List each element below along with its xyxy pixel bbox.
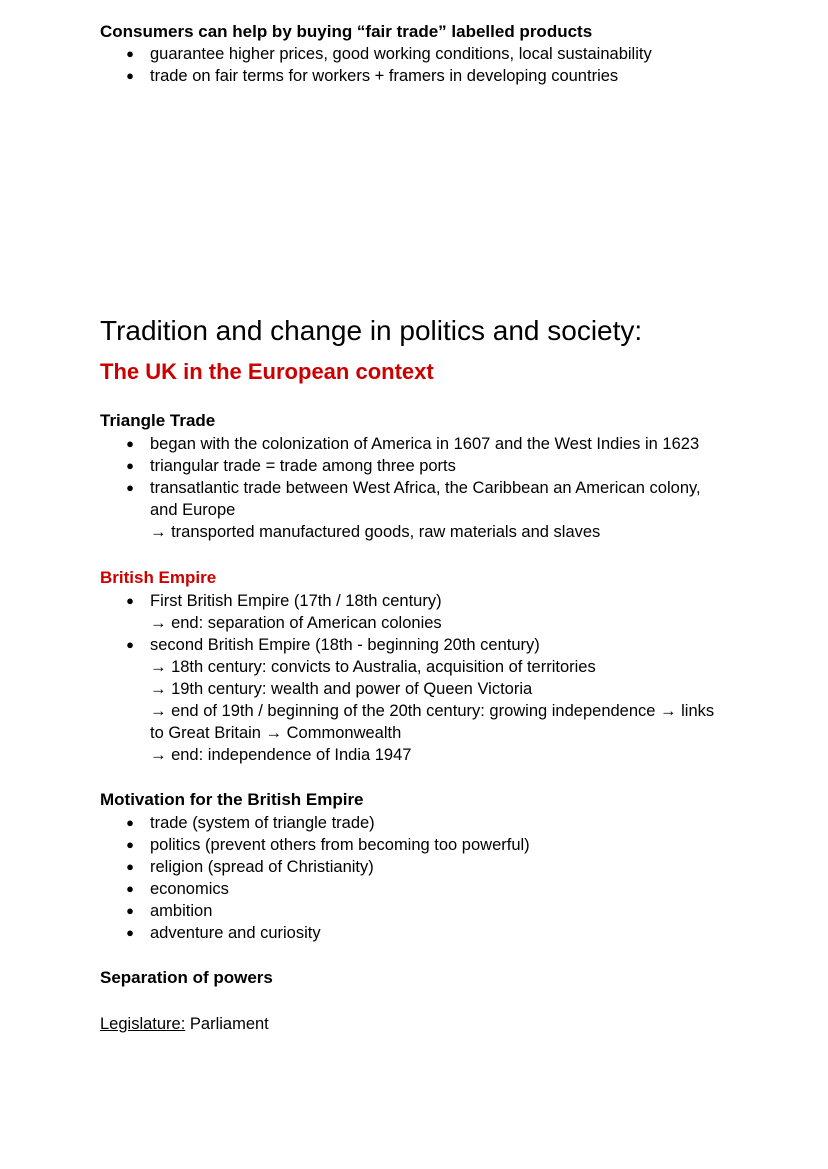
list-item: ● politics (prevent others from becoming too powerful): [124, 834, 734, 856]
list-item: ● adventure and curiosity: [124, 922, 734, 944]
triangle-trade-list: [124, 433, 734, 543]
bullet-icon: ●: [126, 859, 134, 874]
list-item: ● trade (system of triangle trade): [124, 812, 734, 834]
triangle-trade-heading: Triangle Trade: [100, 411, 216, 430]
british-empire-heading: British Empire: [100, 568, 217, 587]
motivation-list: [124, 812, 734, 944]
bullet-icon: ●: [126, 46, 134, 61]
list-item: ● guarantee higher prices, good working conditions, local sustainability: [124, 43, 734, 65]
list-item: ● triangular trade = trade among three ports: [124, 455, 734, 477]
bullet-icon: ●: [126, 458, 134, 473]
list-item: ● religion (spread of Christianity): [124, 856, 734, 878]
list-item: ● First British Empire (17th / 18th century) → end: separation of American colonies: [124, 590, 734, 634]
legislature-line: [100, 1013, 269, 1035]
legislature-value: Parliament: [185, 1015, 269, 1033]
bullet-icon: ●: [126, 925, 134, 940]
fair-trade-heading: Consumers can help by buying “fair trade” labelled products: [100, 22, 593, 41]
bullet-icon: ●: [126, 837, 134, 852]
fair-trade-list: [124, 43, 734, 87]
bullet-icon: ●: [126, 903, 134, 918]
bullet-icon: ●: [126, 68, 134, 83]
list-item: ● transatlantic trade between West Africa, the Caribbean an American colony, and Europe → transported manufactured goods, raw materials and slaves: [124, 477, 734, 543]
motivation-heading: Motivation for the British Empire: [100, 790, 364, 809]
bullet-icon: ●: [126, 480, 134, 495]
bullet-icon: ●: [126, 436, 134, 451]
bullet-icon: ●: [126, 593, 134, 608]
bullet-icon: ●: [126, 815, 134, 830]
list-item: ● ambition: [124, 900, 734, 922]
list-item: ● began with the colonization of America in 1607 and the West Indies in 1623: [124, 433, 734, 455]
list-item: ● economics: [124, 878, 734, 900]
british-empire-list: [124, 590, 734, 766]
bullet-icon: ●: [126, 881, 134, 896]
list-item: ● second British Empire (18th - beginning 20th century) → 18th century: convicts to Australia, acquisition of territories → 19th century: wealth and power of Queen Victoria → end of 19th / beginning of the 20th century: growing independence → links to Great Britain → Commonwealth → end: independence of India 1947: [124, 634, 734, 766]
legislature-label: Legislature:: [100, 1015, 186, 1033]
list-item: ● trade on fair terms for workers + framers in developing countries: [124, 65, 734, 87]
separation-heading: Separation of powers: [100, 968, 273, 987]
chapter-title: Tradition and change in politics and society:: [100, 315, 643, 346]
chapter-subtitle: The UK in the European context: [100, 359, 434, 384]
bullet-icon: ●: [126, 637, 134, 652]
